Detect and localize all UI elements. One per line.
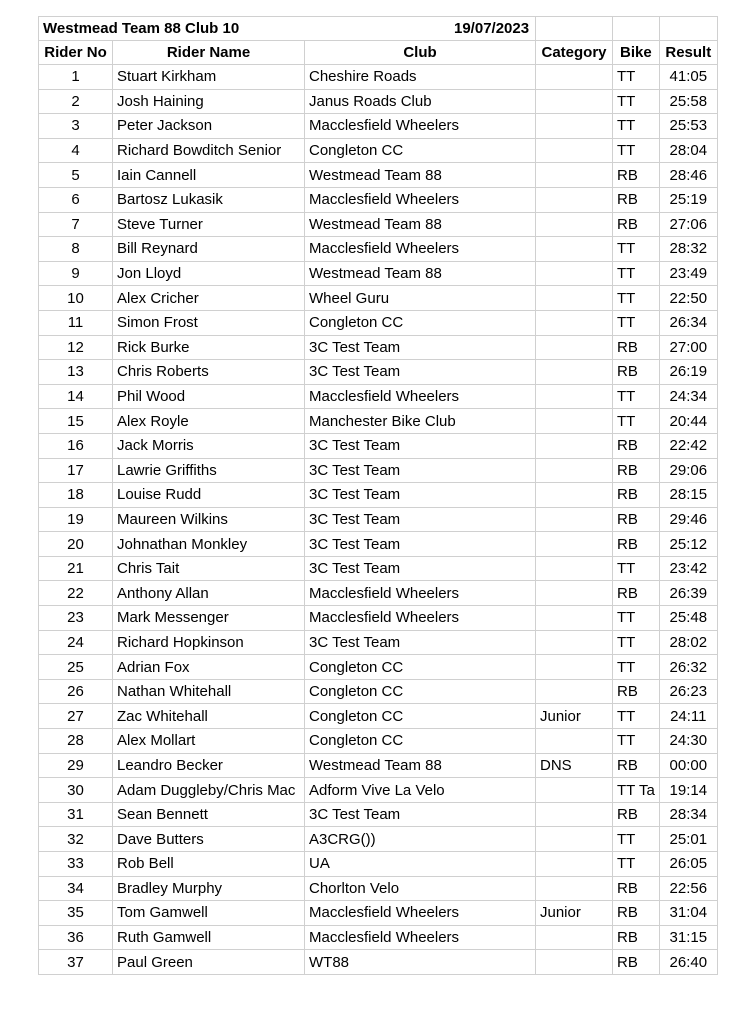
rider-no-cell[interactable]: 25 <box>39 655 113 680</box>
category-cell[interactable] <box>536 532 613 557</box>
table-row <box>39 138 718 163</box>
category-cell[interactable] <box>536 778 613 803</box>
club-cell[interactable]: Macclesfield Wheelers <box>305 187 536 212</box>
bike-cell[interactable]: TT Ta <box>613 778 660 803</box>
bike-cell[interactable]: TT <box>613 114 660 139</box>
club-cell[interactable]: Westmead Team 88 <box>305 753 536 778</box>
table-row <box>39 556 718 581</box>
category-cell[interactable] <box>536 163 613 188</box>
category-cell[interactable]: DNS <box>536 753 613 778</box>
empty-cell[interactable] <box>613 17 660 41</box>
category-cell[interactable] <box>536 679 613 704</box>
result-cell[interactable]: 25:19 <box>659 187 717 212</box>
bike-cell[interactable]: TT <box>613 261 660 286</box>
table-row <box>39 286 718 311</box>
category-cell[interactable] <box>536 458 613 483</box>
rider-no-cell[interactable]: 28 <box>39 729 113 754</box>
bike-cell[interactable]: RB <box>613 532 660 557</box>
result-cell[interactable]: 29:46 <box>659 507 717 532</box>
club-cell[interactable]: Macclesfield Wheelers <box>305 114 536 139</box>
category-cell[interactable] <box>536 581 613 606</box>
result-cell[interactable]: 28:46 <box>659 163 717 188</box>
rider-name-cell[interactable]: Chris Tait <box>113 556 305 581</box>
club-cell[interactable]: Macclesfield Wheelers <box>305 606 536 631</box>
table-row <box>39 237 718 262</box>
table-row <box>39 335 718 360</box>
category-cell[interactable] <box>536 261 613 286</box>
club-cell[interactable]: Congleton CC <box>305 310 536 335</box>
club-cell[interactable]: 3C Test Team <box>305 802 536 827</box>
bike-cell[interactable]: RB <box>613 950 660 975</box>
table-row <box>39 360 718 385</box>
result-cell[interactable]: 28:02 <box>659 630 717 655</box>
table-row <box>39 704 718 729</box>
category-cell[interactable] <box>536 925 613 950</box>
rider-no-cell[interactable]: 31 <box>39 802 113 827</box>
rider-name-cell[interactable]: Josh Haining <box>113 89 305 114</box>
rider-no-cell[interactable]: 24 <box>39 630 113 655</box>
rider-name-cell[interactable]: Zac Whitehall <box>113 704 305 729</box>
results-table <box>38 16 718 975</box>
table-row <box>39 778 718 803</box>
rider-name-cell[interactable]: Ruth Gamwell <box>113 925 305 950</box>
category-cell[interactable] <box>536 876 613 901</box>
rider-no-cell[interactable]: 23 <box>39 606 113 631</box>
rider-name-cell[interactable]: Bill Reynard <box>113 237 305 262</box>
rider-no-cell[interactable]: 15 <box>39 409 113 434</box>
rider-name-cell[interactable]: Bradley Murphy <box>113 876 305 901</box>
rider-no-cell[interactable]: 6 <box>39 187 113 212</box>
table-row <box>39 852 718 877</box>
table-row <box>39 507 718 532</box>
table-row <box>39 827 718 852</box>
club-cell[interactable]: Westmead Team 88 <box>305 163 536 188</box>
rider-name-cell[interactable]: Rick Burke <box>113 335 305 360</box>
rider-no-cell[interactable]: 3 <box>39 114 113 139</box>
table-row <box>39 802 718 827</box>
rider-no-cell[interactable]: 33 <box>39 852 113 877</box>
club-cell[interactable]: Congleton CC <box>305 138 536 163</box>
table-row <box>39 89 718 114</box>
rider-name-cell[interactable]: Maureen Wilkins <box>113 507 305 532</box>
bike-cell[interactable]: TT <box>613 286 660 311</box>
bike-cell[interactable]: RB <box>613 581 660 606</box>
club-cell[interactable]: Macclesfield Wheelers <box>305 384 536 409</box>
rider-no-cell[interactable]: 36 <box>39 925 113 950</box>
bike-cell[interactable]: RB <box>613 753 660 778</box>
rider-no-cell[interactable]: 17 <box>39 458 113 483</box>
club-cell[interactable]: Congleton CC <box>305 679 536 704</box>
bike-cell[interactable]: RB <box>613 679 660 704</box>
category-cell[interactable] <box>536 384 613 409</box>
title-row <box>39 17 718 41</box>
bike-cell[interactable]: RB <box>613 458 660 483</box>
bike-cell[interactable]: TT <box>613 655 660 680</box>
table-row <box>39 458 718 483</box>
empty-cell[interactable] <box>536 17 613 41</box>
sheet-title-cell[interactable] <box>39 17 536 41</box>
result-cell[interactable]: 24:11 <box>659 704 717 729</box>
bike-cell[interactable]: RB <box>613 483 660 508</box>
rider-no-cell[interactable]: 10 <box>39 286 113 311</box>
club-cell[interactable]: Westmead Team 88 <box>305 212 536 237</box>
bike-cell[interactable]: RB <box>613 335 660 360</box>
rider-name-cell[interactable]: Louise Rudd <box>113 483 305 508</box>
header-rider-no[interactable]: Rider No <box>39 41 113 65</box>
club-cell[interactable]: WT88 <box>305 950 536 975</box>
header-club[interactable]: Club <box>305 41 536 65</box>
result-cell[interactable]: 27:00 <box>659 335 717 360</box>
category-cell[interactable] <box>536 827 613 852</box>
bike-cell[interactable]: RB <box>613 212 660 237</box>
bike-cell[interactable]: RB <box>613 901 660 926</box>
rider-no-cell[interactable]: 12 <box>39 335 113 360</box>
rider-no-cell[interactable]: 27 <box>39 704 113 729</box>
bike-cell[interactable]: TT <box>613 65 660 90</box>
table-row <box>39 901 718 926</box>
table-row <box>39 630 718 655</box>
rider-name-cell[interactable]: Paul Green <box>113 950 305 975</box>
club-cell[interactable]: Wheel Guru <box>305 286 536 311</box>
result-cell[interactable]: 25:53 <box>659 114 717 139</box>
rider-name-cell[interactable]: Alex Mollart <box>113 729 305 754</box>
club-cell[interactable]: Janus Roads Club <box>305 89 536 114</box>
club-cell[interactable]: 3C Test Team <box>305 483 536 508</box>
club-cell[interactable]: 3C Test Team <box>305 507 536 532</box>
rider-name-cell[interactable]: Adrian Fox <box>113 655 305 680</box>
rider-name-cell[interactable]: Leandro Becker <box>113 753 305 778</box>
sheet-date: 19/07/2023 <box>454 20 530 37</box>
header-rider-name[interactable]: Rider Name <box>113 41 305 65</box>
bike-cell[interactable]: RB <box>613 187 660 212</box>
result-cell[interactable]: 25:58 <box>659 89 717 114</box>
rider-no-cell[interactable]: 11 <box>39 310 113 335</box>
bike-cell[interactable]: TT <box>613 827 660 852</box>
rider-name-cell[interactable]: Johnathan Monkley <box>113 532 305 557</box>
category-cell[interactable] <box>536 729 613 754</box>
club-cell[interactable]: Adform Vive La Velo <box>305 778 536 803</box>
result-cell[interactable]: 19:14 <box>659 778 717 803</box>
rider-no-cell[interactable]: 37 <box>39 950 113 975</box>
category-cell[interactable]: Junior <box>536 704 613 729</box>
rider-name-cell[interactable]: Richard Bowditch Senior <box>113 138 305 163</box>
rider-no-cell[interactable]: 16 <box>39 433 113 458</box>
result-cell[interactable]: 24:30 <box>659 729 717 754</box>
result-cell[interactable]: 27:06 <box>659 212 717 237</box>
category-cell[interactable] <box>536 187 613 212</box>
result-cell[interactable]: 23:42 <box>659 556 717 581</box>
bike-cell[interactable]: TT <box>613 310 660 335</box>
result-cell[interactable]: 31:15 <box>659 925 717 950</box>
category-cell[interactable] <box>536 89 613 114</box>
header-category[interactable]: Category <box>536 41 613 65</box>
bike-cell[interactable]: RB <box>613 163 660 188</box>
result-cell[interactable]: 41:05 <box>659 65 717 90</box>
category-cell[interactable] <box>536 286 613 311</box>
rider-no-cell[interactable]: 4 <box>39 138 113 163</box>
bike-cell[interactable]: RB <box>613 433 660 458</box>
result-cell[interactable]: 28:32 <box>659 237 717 262</box>
table-row <box>39 655 718 680</box>
club-cell[interactable]: Westmead Team 88 <box>305 261 536 286</box>
table-row <box>39 114 718 139</box>
empty-cell[interactable] <box>659 17 717 41</box>
sheet-title: Westmead Team 88 Club 10 <box>43 20 240 37</box>
category-cell[interactable] <box>536 360 613 385</box>
category-cell[interactable] <box>536 433 613 458</box>
category-cell[interactable] <box>536 630 613 655</box>
result-cell[interactable]: 28:34 <box>659 802 717 827</box>
club-cell[interactable]: 3C Test Team <box>305 335 536 360</box>
rider-name-cell[interactable]: Bartosz Lukasik <box>113 187 305 212</box>
result-cell[interactable]: 26:23 <box>659 679 717 704</box>
bike-cell[interactable]: TT <box>613 729 660 754</box>
rider-name-cell[interactable]: Anthony Allan <box>113 581 305 606</box>
rider-name-cell[interactable]: Alex Royle <box>113 409 305 434</box>
category-cell[interactable] <box>536 310 613 335</box>
bike-cell[interactable]: TT <box>613 852 660 877</box>
bike-cell[interactable]: TT <box>613 89 660 114</box>
club-cell[interactable]: Congleton CC <box>305 655 536 680</box>
category-cell[interactable] <box>536 212 613 237</box>
table-row <box>39 532 718 557</box>
club-cell[interactable]: Chorlton Velo <box>305 876 536 901</box>
club-cell[interactable]: Macclesfield Wheelers <box>305 237 536 262</box>
club-cell[interactable]: 3C Test Team <box>305 532 536 557</box>
category-cell[interactable] <box>536 802 613 827</box>
rider-name-cell[interactable]: Stuart Kirkham <box>113 65 305 90</box>
category-cell[interactable] <box>536 335 613 360</box>
rider-name-cell[interactable]: Steve Turner <box>113 212 305 237</box>
bike-cell[interactable]: TT <box>613 384 660 409</box>
rider-no-cell[interactable]: 18 <box>39 483 113 508</box>
result-cell[interactable]: 22:56 <box>659 876 717 901</box>
bike-cell[interactable]: TT <box>613 630 660 655</box>
club-cell[interactable]: Macclesfield Wheelers <box>305 901 536 926</box>
club-cell[interactable]: Congleton CC <box>305 729 536 754</box>
rider-no-cell[interactable]: 32 <box>39 827 113 852</box>
result-cell[interactable]: 20:44 <box>659 409 717 434</box>
table-row <box>39 925 718 950</box>
rider-name-cell[interactable]: Phil Wood <box>113 384 305 409</box>
result-cell[interactable]: 26:19 <box>659 360 717 385</box>
rider-name-cell[interactable]: Adam Duggleby/Chris Mac <box>113 778 305 803</box>
category-cell[interactable] <box>536 114 613 139</box>
result-cell[interactable]: 29:06 <box>659 458 717 483</box>
rider-name-cell[interactable]: Tom Gamwell <box>113 901 305 926</box>
club-cell[interactable]: Cheshire Roads <box>305 65 536 90</box>
rider-name-cell[interactable]: Rob Bell <box>113 852 305 877</box>
table-row <box>39 950 718 975</box>
rider-no-cell[interactable]: 8 <box>39 237 113 262</box>
result-cell[interactable]: 28:04 <box>659 138 717 163</box>
rider-name-cell[interactable]: Iain Cannell <box>113 163 305 188</box>
category-cell[interactable] <box>536 483 613 508</box>
header-result[interactable]: Result <box>659 41 717 65</box>
result-cell[interactable]: 25:12 <box>659 532 717 557</box>
rider-no-cell[interactable]: 7 <box>39 212 113 237</box>
bike-cell[interactable]: RB <box>613 360 660 385</box>
table-row <box>39 876 718 901</box>
category-cell[interactable] <box>536 65 613 90</box>
club-cell[interactable]: Congleton CC <box>305 704 536 729</box>
rider-no-cell[interactable]: 2 <box>39 89 113 114</box>
club-cell[interactable]: 3C Test Team <box>305 458 536 483</box>
table-row <box>39 729 718 754</box>
club-cell[interactable]: 3C Test Team <box>305 556 536 581</box>
table-row <box>39 753 718 778</box>
bike-cell[interactable]: TT <box>613 556 660 581</box>
rider-no-cell[interactable]: 14 <box>39 384 113 409</box>
table-row <box>39 187 718 212</box>
result-cell[interactable]: 26:39 <box>659 581 717 606</box>
rider-name-cell[interactable]: Jack Morris <box>113 433 305 458</box>
table-row <box>39 581 718 606</box>
bike-cell[interactable]: RB <box>613 507 660 532</box>
rider-no-cell[interactable]: 20 <box>39 532 113 557</box>
result-cell[interactable]: 28:15 <box>659 483 717 508</box>
rider-name-cell[interactable]: Peter Jackson <box>113 114 305 139</box>
rider-no-cell[interactable]: 21 <box>39 556 113 581</box>
table-row <box>39 409 718 434</box>
club-cell[interactable]: 3C Test Team <box>305 630 536 655</box>
rider-name-cell[interactable]: Chris Roberts <box>113 360 305 385</box>
rider-name-cell[interactable]: Jon Lloyd <box>113 261 305 286</box>
result-cell[interactable]: 26:34 <box>659 310 717 335</box>
category-cell[interactable] <box>536 606 613 631</box>
results-sheet <box>38 16 718 975</box>
header-row <box>39 41 718 65</box>
category-cell[interactable] <box>536 138 613 163</box>
table-row <box>39 212 718 237</box>
category-cell[interactable] <box>536 950 613 975</box>
result-cell[interactable]: 26:32 <box>659 655 717 680</box>
club-cell[interactable]: A3CRG()) <box>305 827 536 852</box>
table-row <box>39 606 718 631</box>
table-row <box>39 384 718 409</box>
rider-no-cell[interactable]: 26 <box>39 679 113 704</box>
bike-cell[interactable]: TT <box>613 606 660 631</box>
rider-name-cell[interactable]: Lawrie Griffiths <box>113 458 305 483</box>
bike-cell[interactable]: RB <box>613 876 660 901</box>
rider-no-cell[interactable]: 19 <box>39 507 113 532</box>
table-row <box>39 483 718 508</box>
result-cell[interactable]: 22:42 <box>659 433 717 458</box>
result-cell[interactable]: 26:05 <box>659 852 717 877</box>
rider-no-cell[interactable]: 5 <box>39 163 113 188</box>
table-row <box>39 261 718 286</box>
club-cell[interactable]: UA <box>305 852 536 877</box>
table-row <box>39 163 718 188</box>
result-cell[interactable]: 22:50 <box>659 286 717 311</box>
rider-no-cell[interactable]: 13 <box>39 360 113 385</box>
result-cell[interactable]: 25:01 <box>659 827 717 852</box>
category-cell[interactable] <box>536 409 613 434</box>
result-cell[interactable]: 31:04 <box>659 901 717 926</box>
bike-cell[interactable]: RB <box>613 925 660 950</box>
rider-name-cell[interactable]: Richard Hopkinson <box>113 630 305 655</box>
category-cell[interactable] <box>536 556 613 581</box>
club-cell[interactable]: 3C Test Team <box>305 433 536 458</box>
rider-name-cell[interactable]: Nathan Whitehall <box>113 679 305 704</box>
result-cell[interactable]: 23:49 <box>659 261 717 286</box>
rider-name-cell[interactable]: Simon Frost <box>113 310 305 335</box>
category-cell[interactable] <box>536 507 613 532</box>
rider-no-cell[interactable]: 9 <box>39 261 113 286</box>
rider-name-cell[interactable]: Alex Cricher <box>113 286 305 311</box>
club-cell[interactable]: Macclesfield Wheelers <box>305 925 536 950</box>
rider-no-cell[interactable]: 29 <box>39 753 113 778</box>
rider-name-cell[interactable]: Dave Butters <box>113 827 305 852</box>
result-cell[interactable]: 25:48 <box>659 606 717 631</box>
category-cell[interactable] <box>536 655 613 680</box>
category-cell[interactable]: Junior <box>536 901 613 926</box>
category-cell[interactable] <box>536 852 613 877</box>
rider-name-cell[interactable]: Sean Bennett <box>113 802 305 827</box>
rider-no-cell[interactable]: 30 <box>39 778 113 803</box>
bike-cell[interactable]: TT <box>613 237 660 262</box>
rider-no-cell[interactable]: 35 <box>39 901 113 926</box>
bike-cell[interactable]: TT <box>613 138 660 163</box>
table-row <box>39 433 718 458</box>
table-row <box>39 310 718 335</box>
table-row <box>39 65 718 90</box>
rider-no-cell[interactable]: 1 <box>39 65 113 90</box>
club-cell[interactable]: 3C Test Team <box>305 360 536 385</box>
header-bike[interactable]: Bike <box>613 41 660 65</box>
bike-cell[interactable]: RB <box>613 802 660 827</box>
club-cell[interactable]: Macclesfield Wheelers <box>305 581 536 606</box>
rider-name-cell[interactable]: Mark Messenger <box>113 606 305 631</box>
rider-no-cell[interactable]: 22 <box>39 581 113 606</box>
result-cell[interactable]: 24:34 <box>659 384 717 409</box>
club-cell[interactable]: Manchester Bike Club <box>305 409 536 434</box>
bike-cell[interactable]: TT <box>613 704 660 729</box>
category-cell[interactable] <box>536 237 613 262</box>
bike-cell[interactable]: TT <box>613 409 660 434</box>
rider-no-cell[interactable]: 34 <box>39 876 113 901</box>
table-row <box>39 679 718 704</box>
result-cell[interactable]: 00:00 <box>659 753 717 778</box>
result-cell[interactable]: 26:40 <box>659 950 717 975</box>
